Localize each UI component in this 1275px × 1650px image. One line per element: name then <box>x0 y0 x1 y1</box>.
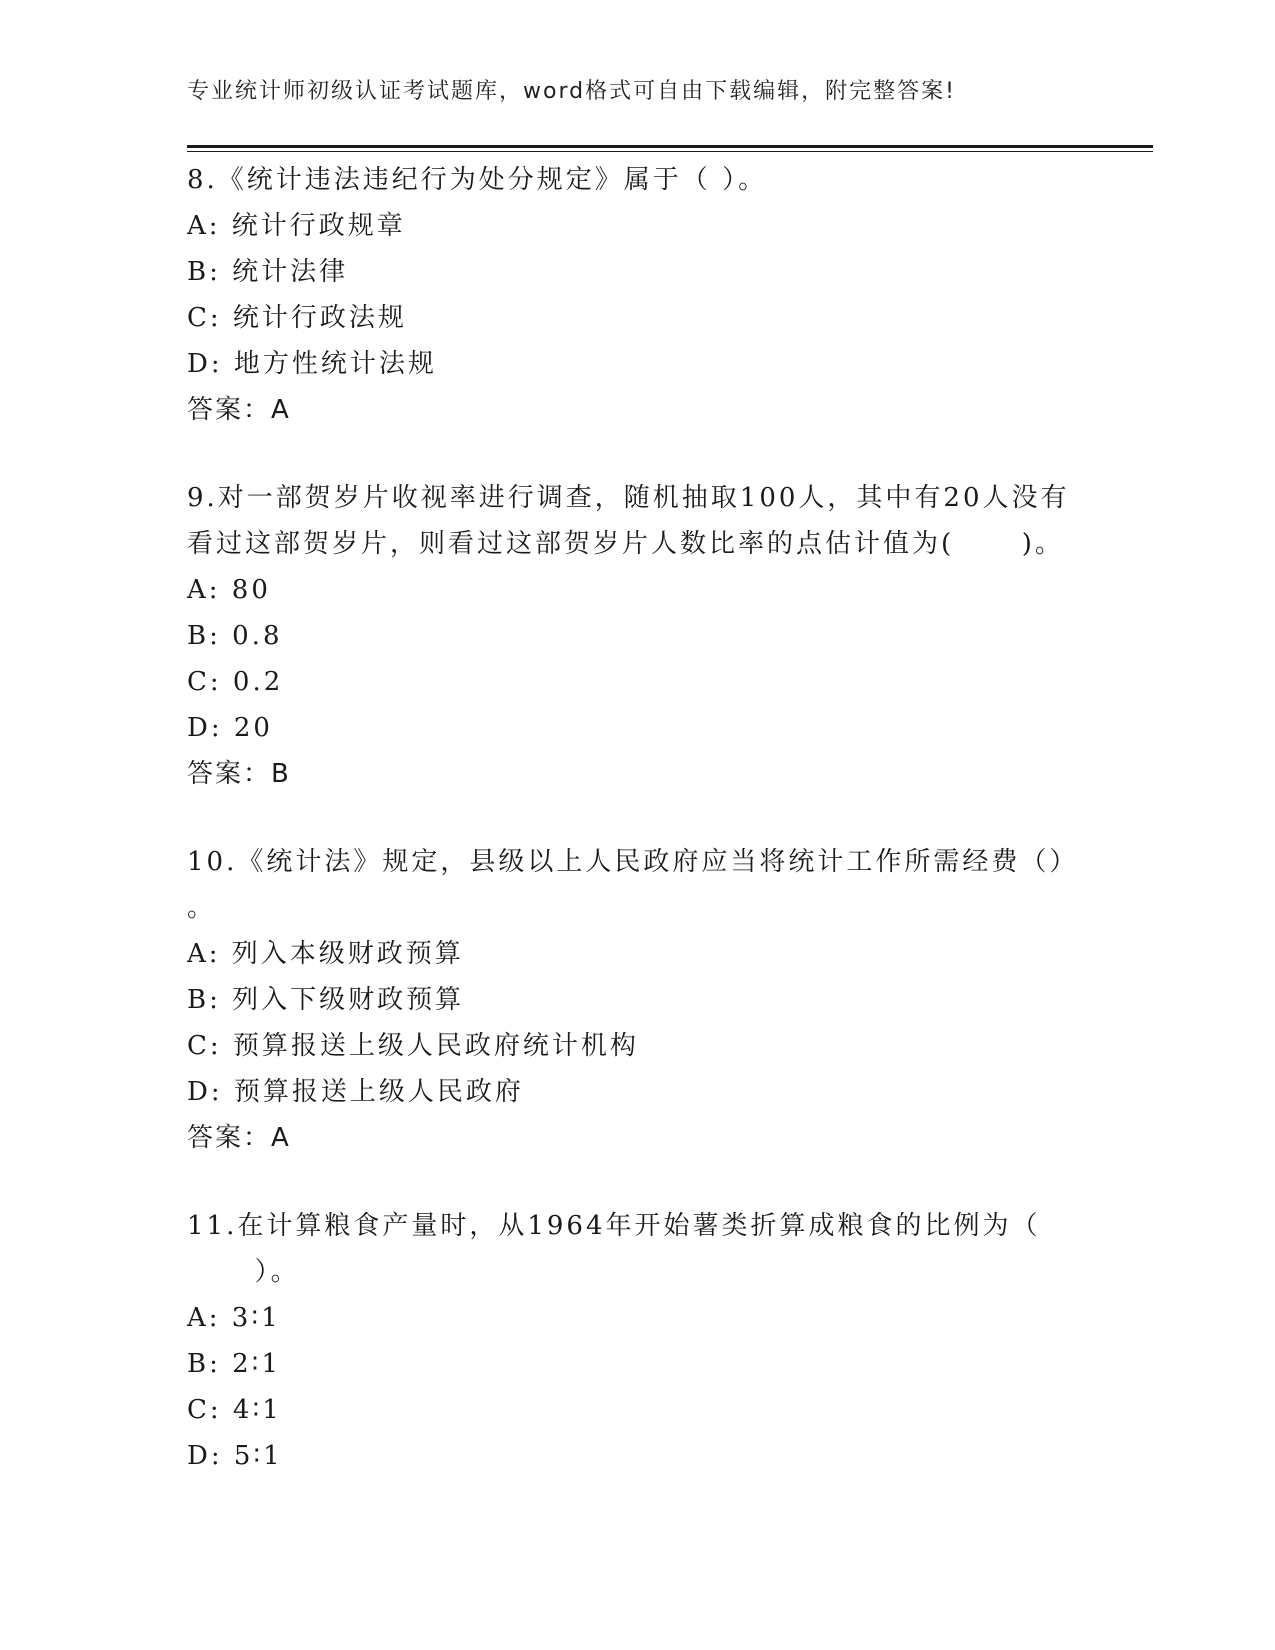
question-stem-line-2: ）。 <box>187 1257 300 1287</box>
answer: 答案：A <box>187 395 291 425</box>
question-10 <box>187 839 1087 1161</box>
page-header: 专业统计师初级认证考试题库，word格式可自由下载编辑，附完整答案! <box>187 79 956 104</box>
option-d: D: 预算报送上级人民政府 <box>187 1077 524 1107</box>
question-11 <box>187 1203 1087 1479</box>
answer: 答案：A <box>187 1123 291 1153</box>
question-stem: 8.《统计违法违纪行为处分规定》属于（ ）。 <box>187 165 768 195</box>
option-a: A: 3∶1 <box>187 1303 281 1333</box>
question-9 <box>187 475 1087 797</box>
option-c: C: 预算报送上级人民政府统计机构 <box>187 1031 639 1061</box>
option-a: A: 80 <box>187 575 271 605</box>
question-list <box>187 157 1087 1479</box>
option-c: C: 统计行政法规 <box>187 303 407 333</box>
question-stem-line-2: 。 <box>187 893 217 923</box>
option-d: D: 20 <box>187 713 273 743</box>
header-rule-thick <box>187 145 1153 148</box>
option-b: B: 0.8 <box>187 621 283 651</box>
option-b: B: 统计法律 <box>187 257 349 287</box>
answer: 答案：B <box>187 759 291 789</box>
option-b: B: 2∶1 <box>187 1349 281 1379</box>
option-d: D: 地方性统计法规 <box>187 349 437 379</box>
option-c: C: 4∶1 <box>187 1395 282 1425</box>
question-stem-line-1: 10.《统计法》规定，县级以上人民政府应当将统计工作所需经费（） <box>187 847 1079 877</box>
option-c: C: 0.2 <box>187 667 284 697</box>
option-a: A: 统计行政规章 <box>187 211 406 241</box>
option-b: B: 列入下级财政预算 <box>187 985 465 1015</box>
header-rule-thin <box>187 151 1153 152</box>
question-stem-line-1: 11.在计算粮食产量时，从1964年开始薯类折算成粮食的比例为（ <box>187 1211 1041 1241</box>
option-a: A: 列入本级财政预算 <box>187 939 464 969</box>
question-stem-line-2: 看过这部贺岁片，则看过这部贺岁片人数比率的点估计值为( )。 <box>187 529 1064 559</box>
question-stem-line-1: 9.对一部贺岁片收视率进行调查，随机抽取100人，其中有20人没有 <box>187 483 1070 513</box>
question-8 <box>187 157 1087 433</box>
option-d: D: 5∶1 <box>187 1441 283 1471</box>
